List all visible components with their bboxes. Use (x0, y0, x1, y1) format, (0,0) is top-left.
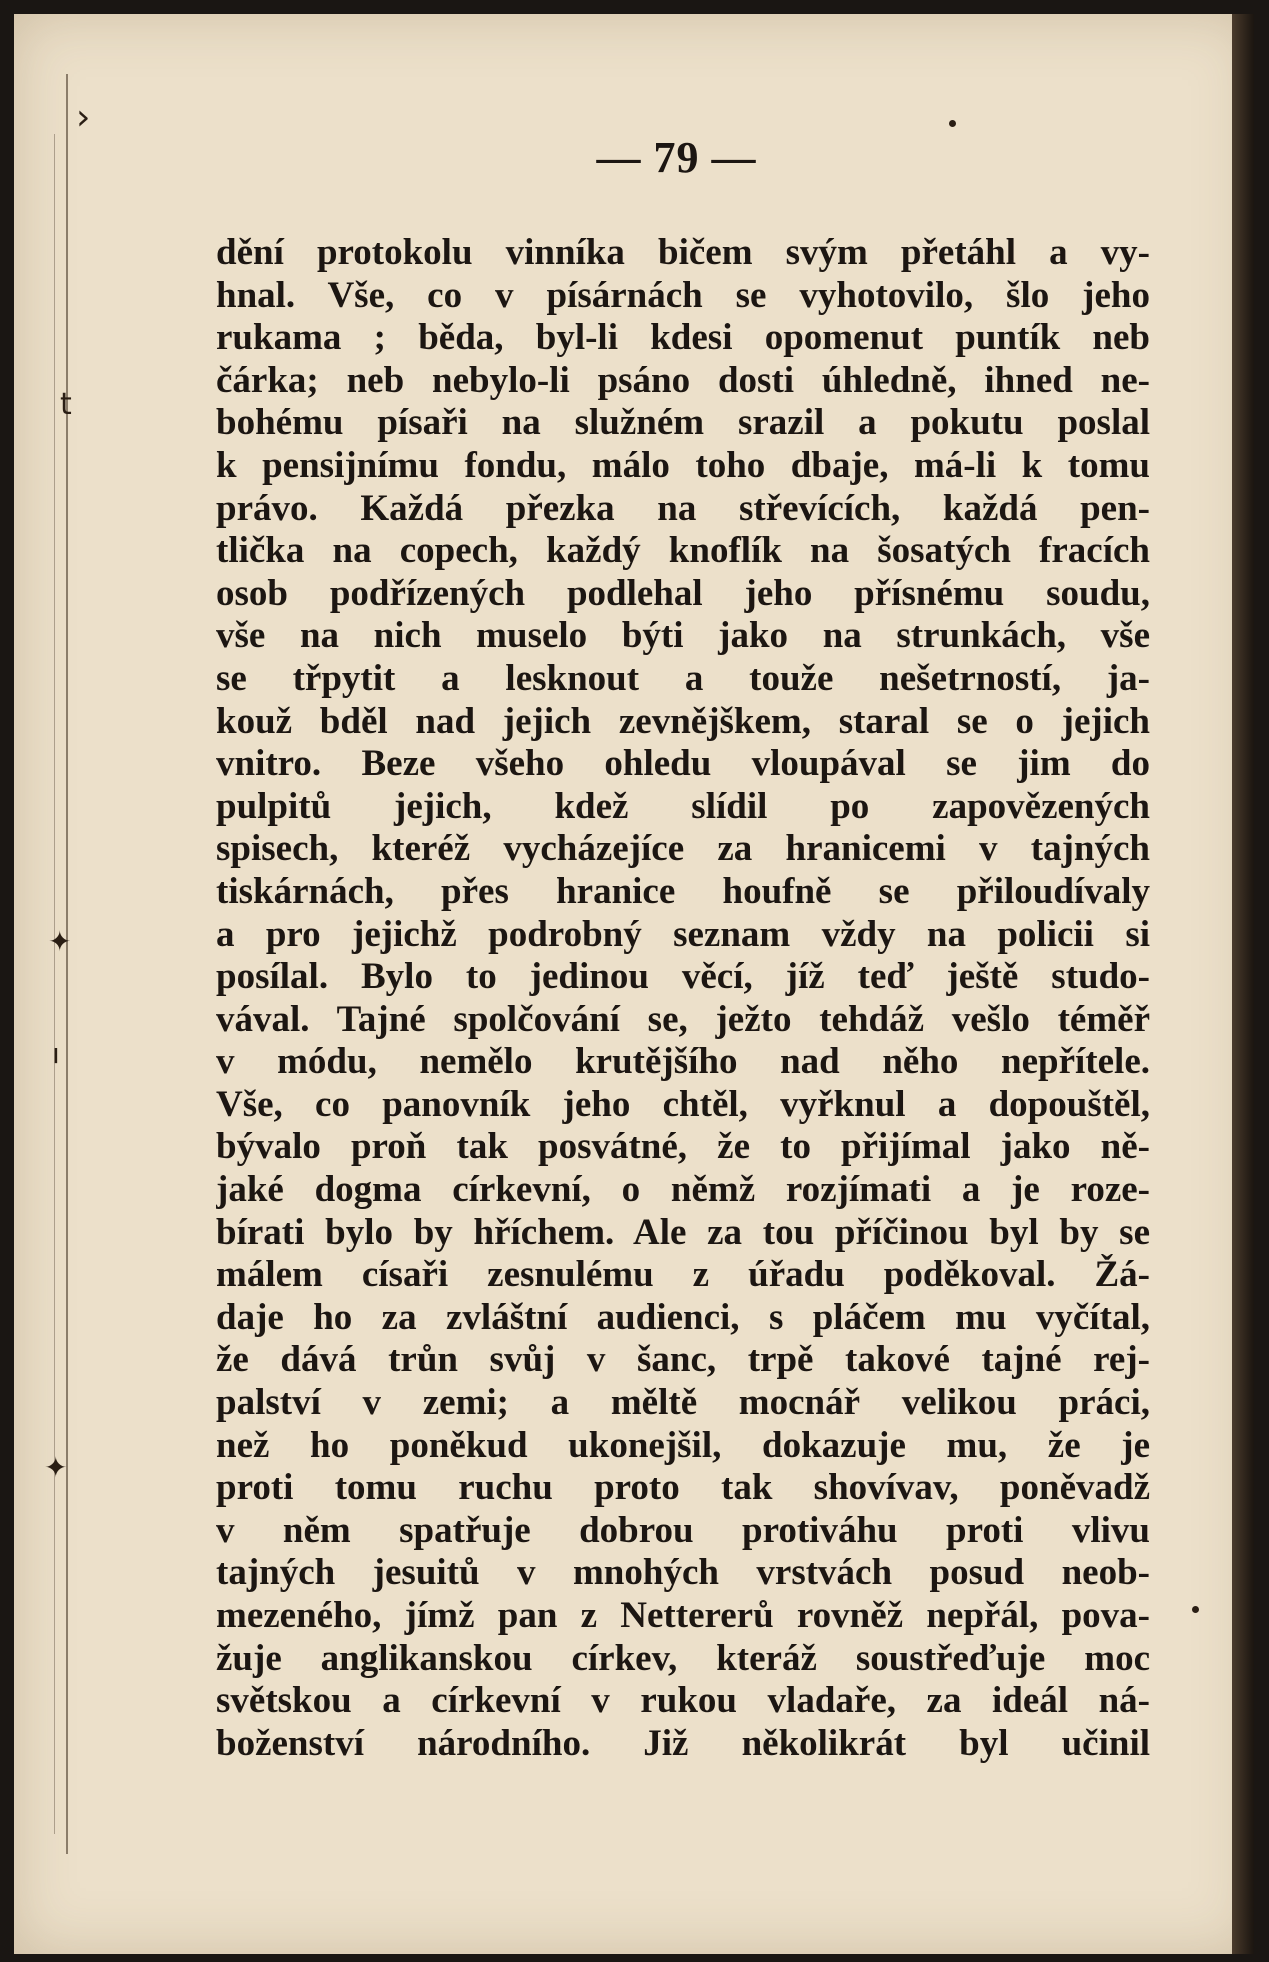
text-line: že dává trůn svůj v šanc, trpě takové tajné rej- (216, 1339, 1150, 1381)
text-line: vše na nich muselo býti jako na strunkách, vše (216, 615, 1150, 657)
text-line: osob podřízených podlehal jeho přísnému soudu, (216, 572, 1150, 614)
text-line: hnal. Vše, co v písárnách se vyhotovilo, šlo jeho (216, 274, 1150, 316)
text-line: tiskárnách, přes hranice houfně se přiloudívaly (216, 870, 1150, 912)
text-line: bírati bylo by hříchem. Ale za tou příčinou byl by se (216, 1211, 1150, 1253)
margin-mark-lower: ı (52, 1037, 60, 1070)
text-line: bývalo proň tak posvátné, že to přijímal jako ně- (216, 1126, 1150, 1168)
text-line: právo. Každá přezka na střevících, každá pen- (216, 487, 1150, 529)
text-line: světskou a církevní v rukou vladaře, za ideál ná- (216, 1680, 1150, 1722)
text-line: čárka; neb nebylo-li psáno dosti úhledně, ihned ne- (216, 359, 1150, 401)
text-line: a pro jejichž podrobný seznam vždy na policii si (216, 913, 1150, 955)
text-line: pulpitů jejich, kdež slídil po zapovězených (216, 785, 1150, 827)
text-line: tajných jesuitů v mnohých vrstvách posud neob- (216, 1552, 1150, 1594)
binding-line-faint (54, 134, 55, 1834)
text-line: palství v zemi; a měltě mocnář velikou práci, (216, 1382, 1150, 1424)
text-line: posílal. Bylo to jedinou věcí, jíž teď ještě studo- (216, 956, 1150, 998)
page-edge-shadow (1232, 14, 1254, 1954)
text-line: boženství národního. Již několikrát byl učinil (216, 1722, 1150, 1764)
body-text (216, 232, 1150, 1765)
text-line: spisech, kteréž vycházejíce za hranicemi v tajných (216, 828, 1150, 870)
book-page (14, 14, 1254, 1954)
text-line: bohému písaři na služném srazil a pokutu poslal (216, 402, 1150, 444)
text-line: Vše, co panovník jeho chtěl, vyřknul a dopouštěl, (216, 1083, 1150, 1125)
margin-mark-middle: ✦ (48, 925, 72, 958)
text-line: k pensijnímu fondu, málo toho dbaje, má-li k tomu (216, 444, 1150, 486)
speck (949, 120, 956, 127)
text-line: než ho poněkud ukonejšil, dokazuje mu, že je (216, 1424, 1150, 1466)
text-line: daje ho za zvláštní audienci, s pláčem mu vyčítal, (216, 1296, 1150, 1338)
text-line: žuje anglikanskou církev, kteráž soustřeďuje moc (216, 1637, 1150, 1679)
margin-mark-top: › (76, 97, 91, 138)
text-line: proti tomu ruchu proto tak shovívav, poněvadž (216, 1467, 1150, 1509)
text-line: kouž bděl nad jejich zevnějškem, staral se o jejich (216, 700, 1150, 742)
page-number: — 79 — (596, 133, 757, 182)
margin-mark-upper: t (60, 387, 72, 422)
text-line: v módu, nemělo krutějšího nad něho nepřítele. (216, 1041, 1150, 1083)
margin-mark-bottom: ✦ (44, 1451, 68, 1484)
text-line: vával. Tajné spolčování se, ježto tehdáž vešlo téměř (216, 998, 1150, 1040)
text-line: rukama ; běda, byl-li kdesi opomenut puntík neb (216, 317, 1150, 359)
text-line: v něm spatřuje dobrou protiváhu proti vlivu (216, 1509, 1150, 1551)
text-line: vnitro. Beze všeho ohledu vloupával se jim do (216, 743, 1150, 785)
speck (1192, 1606, 1199, 1613)
text-line: málem císaři zesnulému z úřadu poděkoval. Žá- (216, 1254, 1150, 1296)
binding-line (66, 74, 68, 1854)
text-line: mezeného, jímž pan z Nettererů rovněž nepřál, pova- (216, 1595, 1150, 1636)
text-line: dění protokolu vinníka bičem svým přetáhl a vy- (216, 232, 1150, 273)
text-line: jaké dogma církevní, o němž rozjímati a je roze- (216, 1169, 1150, 1211)
text-line: tlička na copech, každý knoflík na šosatých fracích (216, 530, 1150, 572)
text-line: se třpytit a lesknout a touže nešetrností, ja- (216, 657, 1150, 699)
